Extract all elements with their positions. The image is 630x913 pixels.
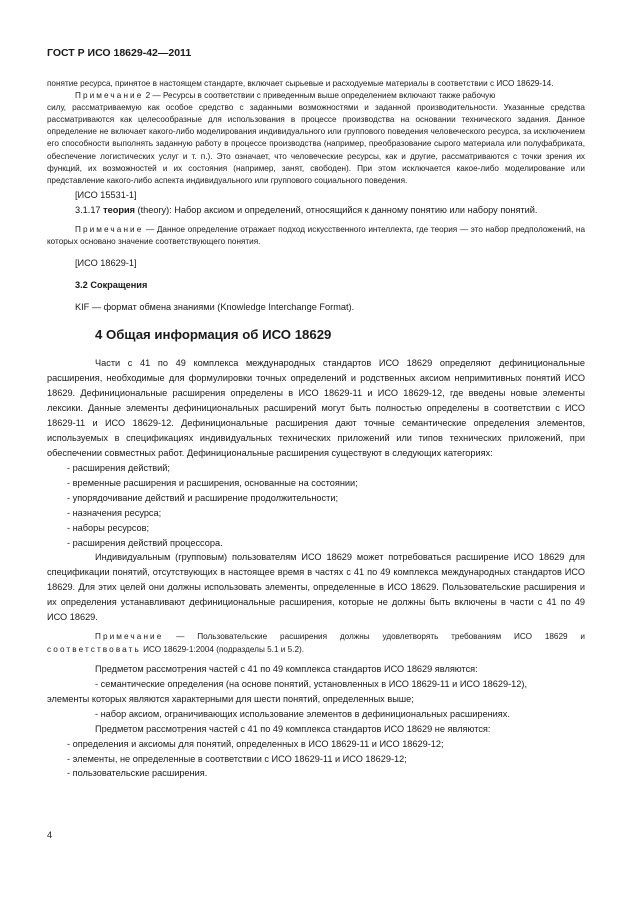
not-scope-list: [47, 737, 585, 782]
section-4-paragraph-2: Индивидуальным (групповым) пользователям ИСО 18629 может потребоваться расширение ИСО 18629 для спецификации понятий, отсутствующих в настоящее время в частях с 41 по 49 комплекса международных стандартов ИСО 18629. Для этих целей они должны использовать элементы, определенные в ИСО 18629. Пользовательские расширения и их определения устанавливают дефинициональные расширения, которые не должны быть включены в части с 41 по 49 ИСО 18629.: [47, 552, 585, 623]
not-scope-intro: Предметом рассмотрения частей с 41 по 49 комплекса стандартов ИСО 18629 не являются:: [95, 723, 491, 734]
note-3-text: — Данное определение отражает подход искусственного интеллекта, где теория — это набор предположений, на которых основано значение соответствующего понятия.: [47, 224, 585, 246]
term-number: 3.1.17: [75, 204, 101, 215]
abbreviation-kif: KIF — формат обмена знаниями (Knowledge Interchange Format).: [75, 302, 355, 313]
list-item: - наборы ресурсов;: [67, 522, 150, 533]
note-label: Примечание: [75, 91, 144, 101]
reference-iso-15531-1: [ИСО 15531-1]: [75, 189, 137, 200]
note-label: Примечание: [95, 632, 164, 642]
list-item: - определения и аксиомы для понятий, определенных в ИСО 18629-11 и ИСО 18629-12;: [67, 738, 444, 749]
document-body: [47, 78, 585, 781]
continuation-paragraph: понятие ресурса, принятое в настоящем стандарте, включает сырьевые и расходуемые материалы в соответствии с ИСО 18629-14.: [47, 79, 554, 88]
document-header: ГОСТ Р ИСО 18629-42—2011: [47, 47, 192, 59]
scope-item-1-continuation: элементы которых являются характерными для шести понятий, определенных выше;: [47, 693, 414, 704]
section-4-note: [47, 631, 585, 655]
section-4-paragraph-1: Части с 41 по 49 комплекса международных стандартов ИСО 18629 определяют дефинициональные расширения, необходимые для формулировки точных определений и родственных аксиом непримитивных понятий ИСО 18629. Дефинициональные расширения определены в ИСО 18629-11 и ИСО 18629-12, где введены новые элементы лексики. Данные элементы дефинициональных расширений могут быть полностью определены в соответствии с ИСО 18629-11 и ИСО 18629-12. Дефинициональные расширения дают точные семантические определения элементов, используемых в спецификациях индивидуальных технических приложений или типов технических приложений, при обеспечении совместных работ. Дефинициональные расширения существуют в следующих категориях:: [47, 358, 585, 459]
note-label: Примечание: [75, 224, 144, 234]
scope-intro: Предметом рассмотрения частей с 41 по 49 комплекса стандартов ИСО 18629 являются:: [95, 663, 478, 674]
abbreviations-heading: 3.2 Сокращения: [75, 280, 148, 291]
list-item: - элементы, не определенные в соответствии с ИСО 18629-11 и ИСО 18629-12;: [67, 753, 407, 764]
scope-item-1-first-line: - семантические определения (на основе понятий, установленных в ИСО 18629-11 и ИСО 18629-12),: [95, 678, 528, 689]
term-word: теория: [103, 204, 135, 215]
note-2-first-line: [75, 90, 585, 102]
list-item: - расширения действий процессора.: [67, 537, 223, 548]
section-4-note-text: — Пользовательские расширения должны удовлетворять требованиям ИСО 18629 и: [163, 632, 585, 642]
note-2-paragraph: силу, рассматриваемую как особое средство с заданными возможностями и заданной производительности. Указанные средства рассматриваются как целесообразные для использования в процессе производства на основании технического задания. Данное определение не включает какого-либо моделирования индивидуального или группового поведения человеческого ресурса, за исключением его способности выполнять заданную работу в процессе производства (например, преобразование сырого материала или полуфабриката, обеспечение логистических услуг и т. п.). Это означает, что человеческие ресурсы, как и другие, рассматриваются с точки зрения их функций, их возможностей и их состояния (например, занят, свободен). При этом исключается какое-либо моделирование или представление какого-либо аспекта индивидуального или группового социального поведения.: [47, 103, 585, 185]
section-4-note-text-end: ИСО 18629-1:2004 (подразделы 5.1 и 5.2).: [140, 644, 305, 654]
list-item: - назначения ресурса;: [67, 507, 162, 518]
category-list: [47, 461, 585, 550]
list-item: - пользовательские расширения.: [67, 768, 208, 779]
term-theory-definition: [47, 203, 585, 218]
section-4-note-spaced-word: соответствовать: [47, 644, 141, 654]
list-item: - расширения действий;: [67, 463, 170, 474]
list-item: - упорядочивание действий и расширение продолжительности;: [67, 492, 339, 503]
page-number: 4: [47, 830, 53, 840]
reference-iso-18629-1: [ИСО 18629-1]: [75, 258, 137, 269]
note-3-paragraph: [47, 224, 585, 248]
section-4-heading: 4 Общая информация об ИСО 18629: [95, 327, 332, 343]
scope-item-2: - набор аксиом, ограничивающих использование элементов в дефинициональных расширениях.: [95, 708, 510, 719]
term-definition-text: (theory): Набор аксиом и определений, относящийся к данному понятию или набору понятий.: [134, 204, 538, 215]
list-item: - временные расширения и расширения, основанные на состоянии;: [67, 477, 358, 488]
note-2-text: 2 — Ресурсы в соответствии с приведенным выше определением включают также рабочую: [143, 91, 496, 101]
